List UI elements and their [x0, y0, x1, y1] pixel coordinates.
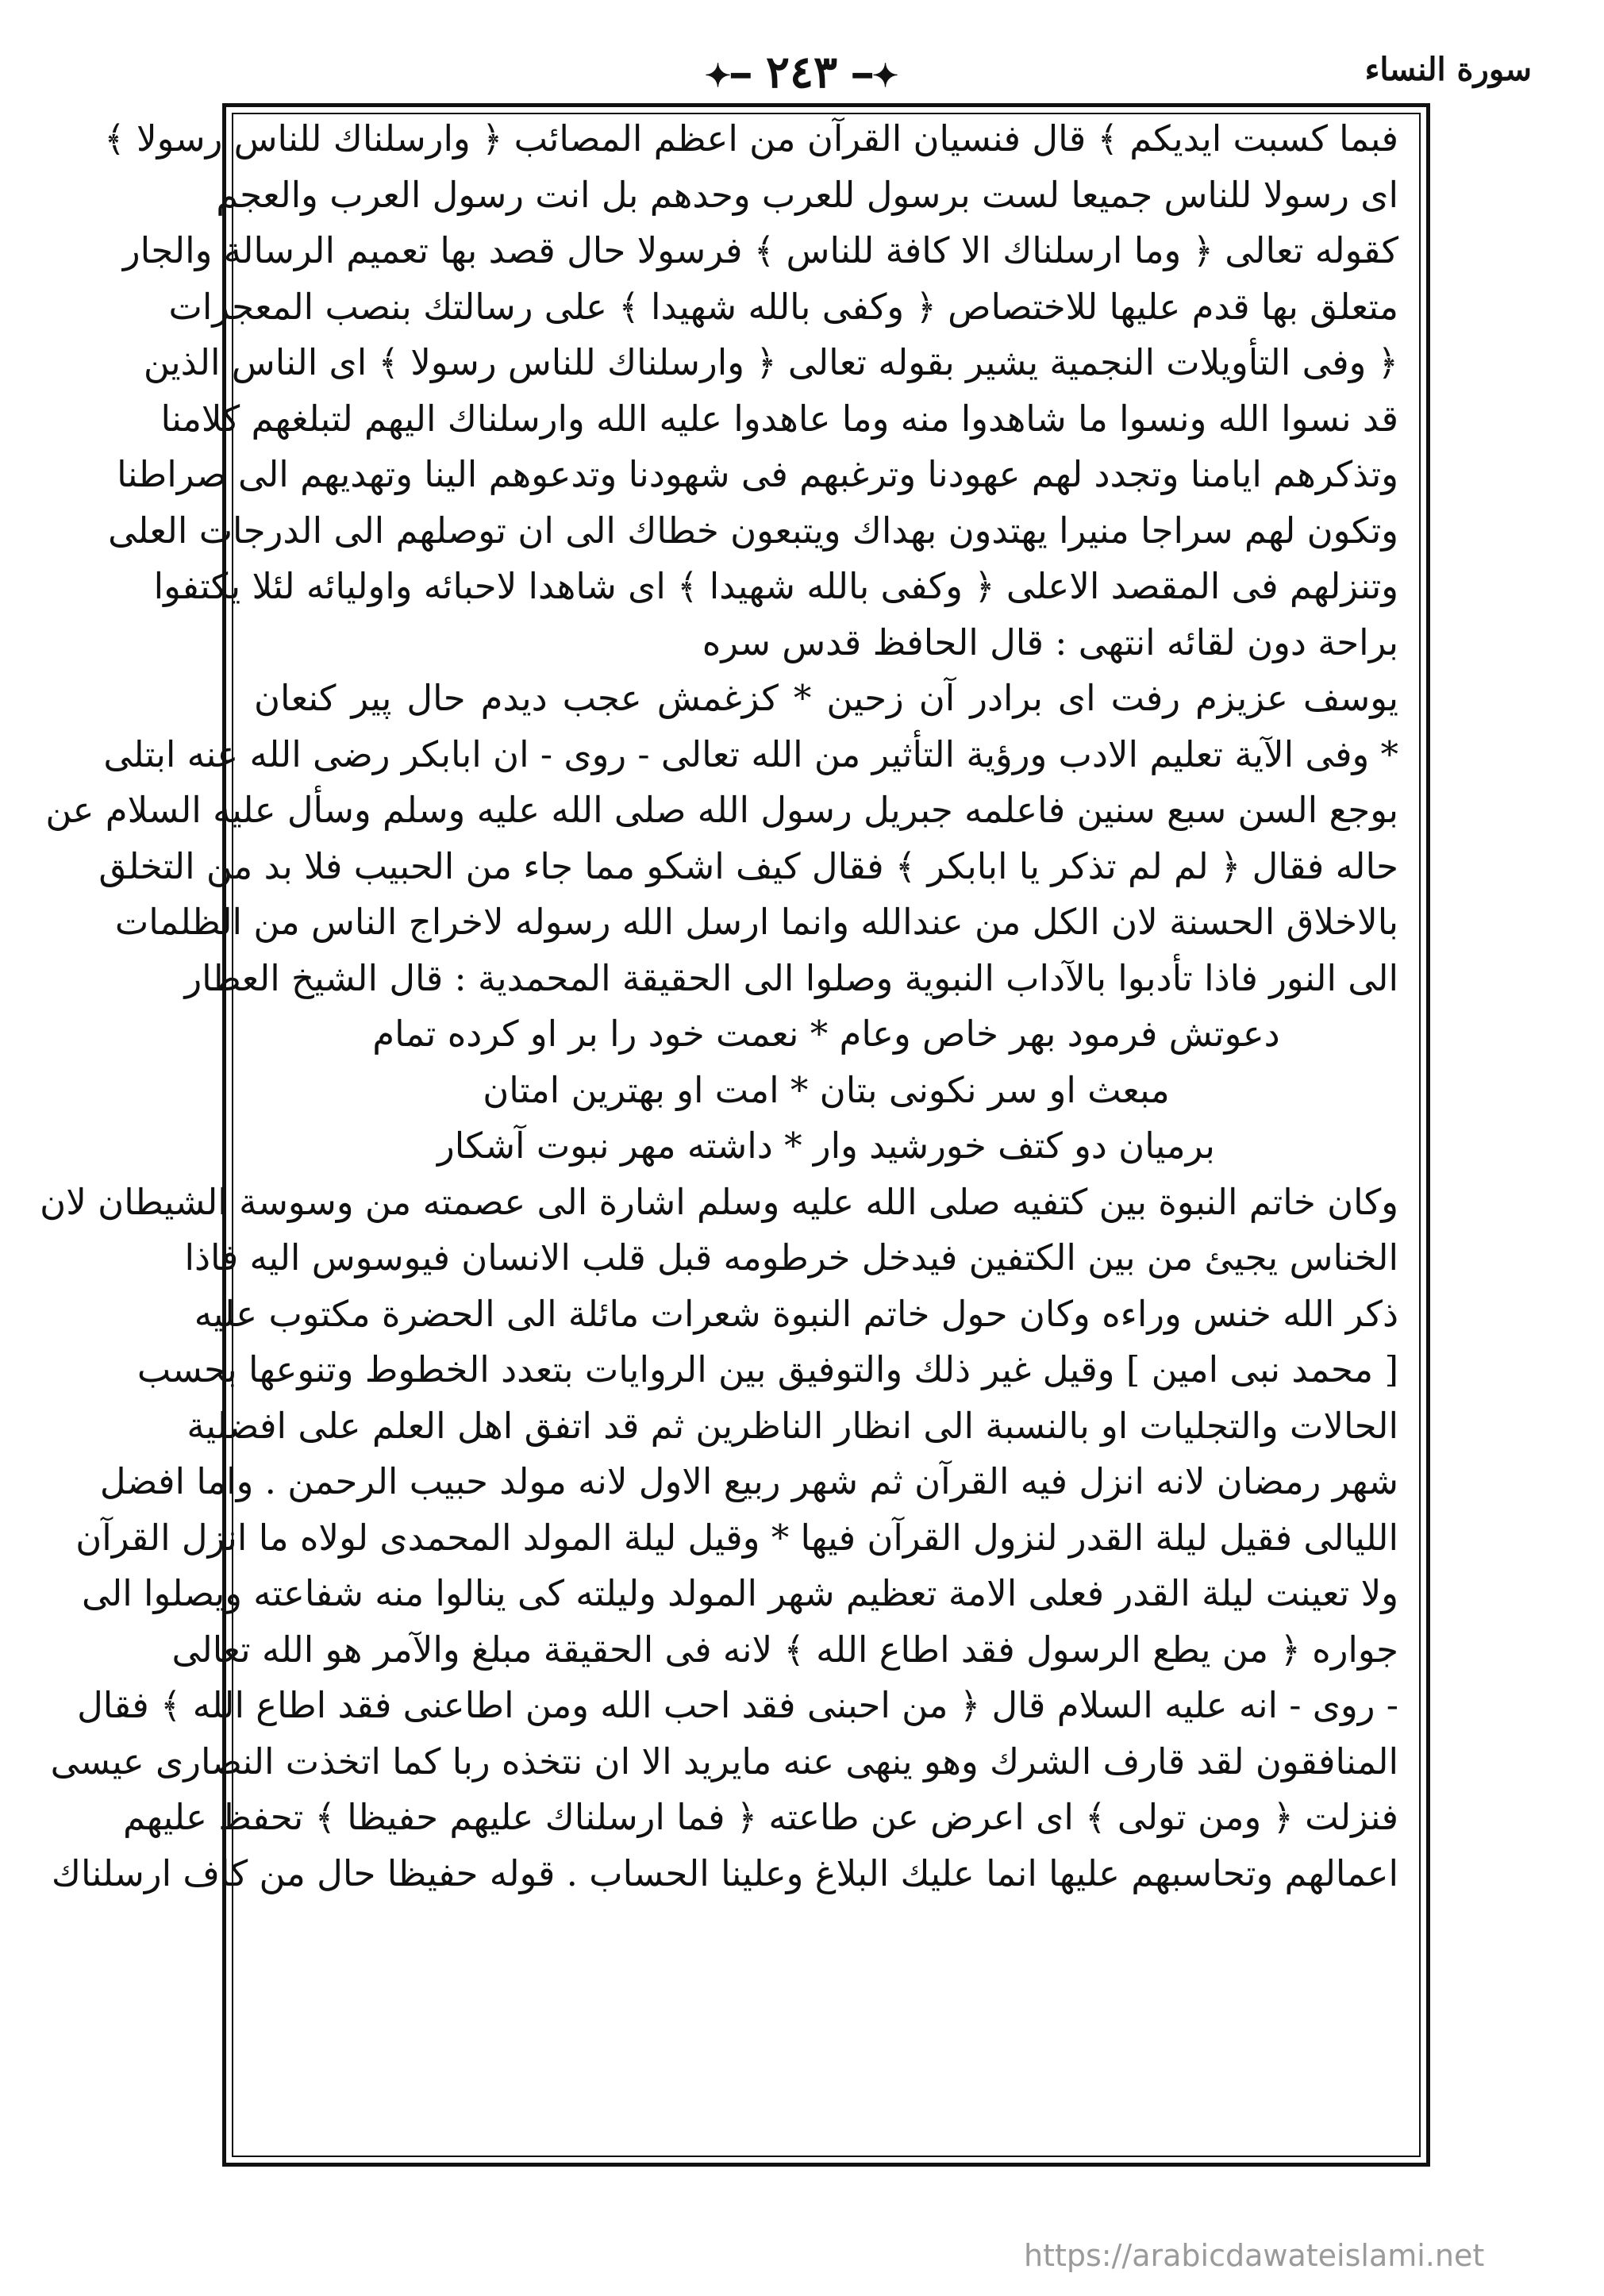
poem — [254, 1006, 1398, 1175]
page-header — [206, 40, 1532, 103]
text-line: وتكون لهم سراجا منيرا يهتدون بهداك ويتبعون خطاك الى ان توصلهم الى الدرجات العلى — [108, 509, 1398, 552]
text-line: ذكر الله خنس وراءه وكان حول خاتم النبوة شعرات مائلة الى الحضرة مكتوب عليه — [194, 1292, 1398, 1335]
text-line: الخناس يجيئ من بين الكتفين فيدخل خرطومه قبل قلب الانسان فيوسوس اليه فاذا — [184, 1236, 1398, 1279]
text-line: وكان خاتم النبوة بين كتفيه صلى الله عليه وسلم اشارة الى عصمته من وسوسة الشيطان لان — [40, 1180, 1398, 1223]
verse-line: يوسف عزيزم رفت اى برادر آن زحين * كزغمش عجب ديدم حال پير كنعان — [254, 677, 1398, 719]
text-line: جواره ﴿ من يطع الرسول فقد اطاع الله ﴾ لانه فى الحقيقة مبلغ والآمر هو الله تعالى — [171, 1628, 1398, 1671]
text-line: متعلق بها قدم عليها للاختصاص ﴿ وكفى بالله شهيدا ﴾ على رسالتك بنصب المعجزات — [168, 285, 1398, 328]
text-line: حاله فقال ﴿ لم لم تذكر يا ابابكر ﴾ فقال كيف اشكو مما جاء من الحبيب فلا بد من التخلق — [98, 844, 1398, 887]
ornament-left: ✦━ — [704, 56, 751, 94]
text-line: بوجع السن سبع سنين فاعلمه جبريل رسول الله صلى الله عليه وسلم وسأل عليه السلام عن — [45, 789, 1398, 831]
text-line: براحة دون لقائه انتهى : قال الحافظ قدس سره — [702, 621, 1398, 663]
text-line: بالاخلاق الحسنة لان الكل من عندالله وانما ارسل الله رسوله لاخراج الناس من الظلمات — [114, 901, 1398, 943]
text-line: فنزلت ﴿ ومن تولى ﴾ اى اعرض عن طاعته ﴿ فما ارسلناك عليهم حفيظا ﴾ تحفظ عليهم — [122, 1796, 1398, 1838]
text-line: قد نسوا الله ونسوا ما شاهدوا منه وما عاهدوا عليه الله وارسلناك اليهم لتبلغهم كلامنا — [160, 397, 1398, 440]
main-text — [40, 111, 1398, 1902]
poem-line: برميان دو كتف خورشيد وار * داشته مهر نبوت آشكار — [437, 1125, 1215, 1167]
text-line: * وفى الآية تعليم الادب ورؤية التأثير من الله تعالى - روى - ان ابابكر رضى الله عنه ابتلى — [103, 733, 1398, 775]
page-number — [683, 46, 921, 98]
text-line: وتنزلهم فى المقصد الاعلى ﴿ وكفى بالله شهيدا ﴾ اى شاهدا لاحبائه واوليائه لئلا يكتفوا — [153, 565, 1398, 607]
poem-line: مبعث او سر نكونى بتان * امت او بهترين امتان — [483, 1068, 1170, 1111]
surah-name: سورة النساء — [1364, 51, 1532, 88]
text-line: شهر رمضان لانه انزل فيه القرآن ثم شهر ربيع الاول لانه مولد حبيب الرحمن . واما افضل — [99, 1460, 1398, 1502]
text-line: كقوله تعالى ﴿ وما ارسلناك الا كافة للناس ﴾ فرسولا حال قصد بها تعميم الرسالة والجار — [122, 229, 1398, 271]
poem-line: دعوتش فرمود بهر خاص وعام * نعمت خود را بر او كرده تمام — [372, 1013, 1280, 1055]
text-line: اى رسولا للناس جميعا لست برسول للعرب وحدهم بل انت رسول العرب والعجم — [216, 173, 1398, 216]
text-line: المنافقون لقد قارف الشرك وهو ينهى عنه مايريد الا ان نتخذه ربا كما اتخذت النصارى عيسى — [50, 1740, 1398, 1783]
watermark-url: https://arabicdawateislami.net — [1024, 2238, 1485, 2273]
text-line: ﴿ وفى التأويلات النجمية يشير بقوله تعالى ﴿ وارسلناك للناس رسولا ﴾ اى الناس الذين — [143, 341, 1398, 383]
page-number-value: ٢٤٣ — [765, 46, 838, 98]
text-line: ولا تعينت ليلة القدر فعلى الامة تعظيم شهر المولد وليلته كى ينالوا منه شفاعته ويصلوا الى — [82, 1572, 1398, 1614]
text-line: - روى - انه عليه السلام قال ﴿ من احبنى فقد احب الله ومن اطاعنى فقد اطاع الله ﴾ فقال — [77, 1684, 1398, 1726]
text-line: [ محمد نبى امين ] وقيل غير ذلك والتوفيق بين الروايات بتعدد الخطوط وتنوعها بحسب — [137, 1348, 1398, 1390]
text-line: اعمالهم وتحاسبهم عليها انما عليك البلاغ وعلينا الحساب . قوله حفيظا حال من كاف ارسلناك — [51, 1852, 1398, 1894]
text-line: فبما كسبت ايديكم ﴾ قال فنسيان القرآن من اعظم المصائب ﴿ وارسلناك للناس رسولا ﴾ — [104, 117, 1398, 160]
text-line: الى النور فاذا تأدبوا بالآداب النبوية وصلوا الى الحقيقة المحمدية : قال الشيخ العطار — [184, 956, 1398, 999]
text-line: الليالى فقيل ليلة القدر لنزول القرآن فيها * وقيل ليلة المولد المحمدى لولاه ما انزل القرآن — [75, 1516, 1398, 1559]
ornament-right: ━✦ — [852, 56, 899, 94]
text-line: وتذكرهم ايامنا وتجدد لهم عهودنا وترغبهم فى شهودنا وتدعوهم الينا وتهديهم الى صراطنا — [117, 453, 1398, 495]
text-line: الحالات والتجليات او بالنسبة الى انظار الناظرين ثم قد اتفق اهل العلم على افضلية — [187, 1404, 1398, 1447]
